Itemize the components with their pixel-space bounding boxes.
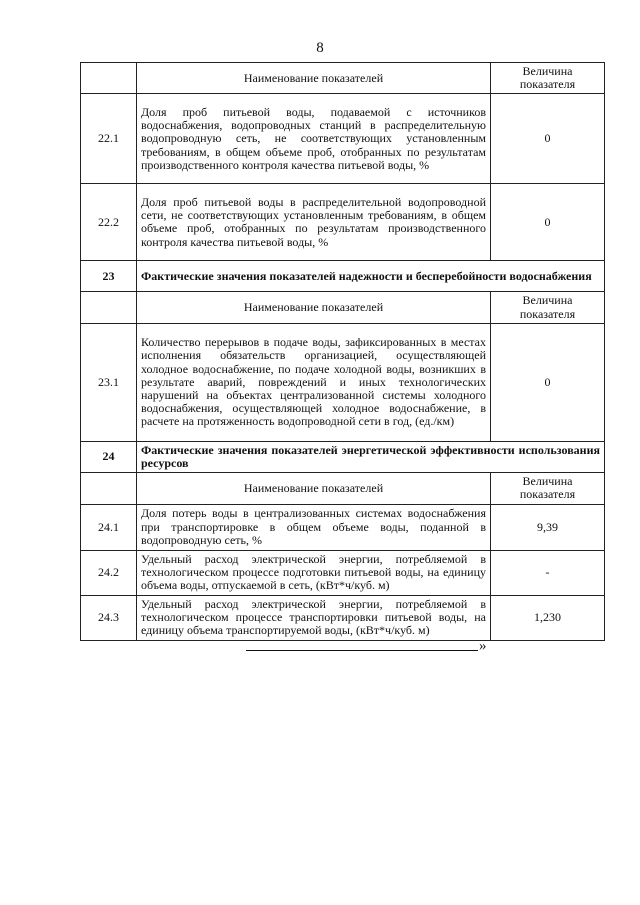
row-description: Количество перерывов в подаче воды, зафиксированных в местах исполнения обязательств организацией, осуществляющей холодное водоснабжение, по подаче холодной воды, возникших в результате аварий, повреждений и иных технологических нарушений на объектах централизованной системы холодного водоснабжения, осуществляющей холодное водоснабжение, в расчете на протяженность водопроводной сети в год, (ед./км) [137,323,491,441]
header-value: Величина показателя [491,292,605,323]
row-description: Доля проб питьевой воды, подаваемой с источников водоснабжения, водопроводных станций в распределительную водопроводную сеть, не соответствующих установленным требованиям, в общем объеме проб, отобранных по результатам производственного контроля качества питьевой воды, % [137,94,491,184]
table-row [81,184,605,261]
page-number: 8 [316,40,324,56]
indicators-table [80,62,605,641]
row-number: 24.2 [81,550,137,595]
table-header-row [81,473,605,504]
table-row [81,94,605,184]
row-number: 24.3 [81,595,137,640]
row-number: 22.2 [81,184,137,261]
row-value: 0 [491,184,605,261]
row-value: 1,230 [491,595,605,640]
header-name: Наименование показателей [137,473,491,504]
header-num-cell [81,63,137,94]
header-name: Наименование показателей [137,292,491,323]
row-number: 23.1 [81,323,137,441]
row-number: 22.1 [81,94,137,184]
row-value: 0 [491,94,605,184]
row-description: Удельный расход электрической энергии, потребляемой в технологическом процессе подготовки питьевой воды, на единицу объема воды, отпускаемой в сеть, (кВт*ч/куб. м) [137,550,491,595]
table-row [81,595,605,640]
section-row [81,441,605,472]
section-title: Фактические значения показателей энергетической эффективности использования ресурсов [137,441,605,472]
table-row [81,323,605,441]
row-value: - [491,550,605,595]
section-number: 24 [81,441,137,472]
row-value: 9,39 [491,504,605,550]
row-description: Доля потерь воды в централизованных системах водоснабжения при транспортировке в общем объеме воды, поданной в водопроводную сеть, % [137,504,491,550]
header-num-cell [81,292,137,323]
table-row [81,504,605,550]
row-description: Удельный расход электрической энергии, потребляемой в технологическом процессе транспортировки питьевой воды, на единицу объема транспортируемой воды, (кВт*ч/куб. м) [137,595,491,640]
row-value: 0 [491,323,605,441]
header-name: Наименование показателей [137,63,491,94]
row-description: Доля проб питьевой воды в распределительной водопроводной сети, не соответствующих установленным требованиям, в общем объеме проб, отобранных по результатам производственного контроля качества питьевой воды, % [137,184,491,261]
header-value: Величина показателя [491,63,605,94]
closing-quote: » [479,638,487,654]
table-header-row [81,63,605,94]
table-header-row [81,292,605,323]
section-title: Фактические значения показателей надежности и бесперебойности водоснабжения [137,261,605,292]
closing-underline [246,650,478,651]
header-num-cell [81,473,137,504]
section-row [81,261,605,292]
header-value: Величина показателя [491,473,605,504]
section-number: 23 [81,261,137,292]
table-row [81,550,605,595]
row-number: 24.1 [81,504,137,550]
